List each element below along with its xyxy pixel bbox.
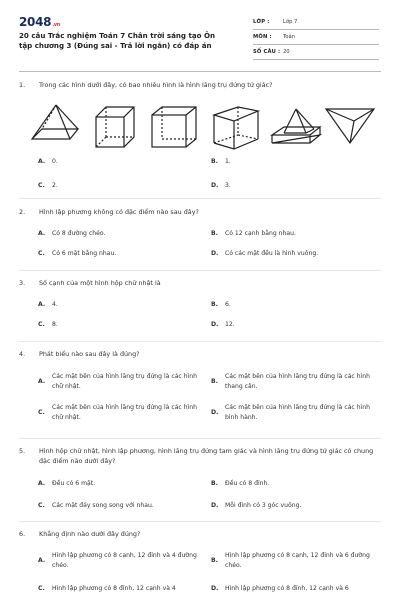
- header: [0, 0, 400, 66]
- option-a[interactable]: [38, 229, 204, 239]
- option-a[interactable]: [38, 551, 204, 570]
- question-number: 2.: [19, 208, 26, 216]
- question-number: 6.: [19, 530, 26, 538]
- question-text: Trong các hình dưới đây, có bao nhiêu hình là hình lăng trụ đứng tứ giác?: [39, 81, 273, 89]
- option-letter: B.: [211, 230, 218, 237]
- separator: [19, 198, 381, 199]
- question-3: [19, 278, 383, 328]
- option-text: Hình lập phương có 8 cạnh, 12 đỉnh và 6 đường chéo.: [225, 552, 370, 569]
- option-letter: A.: [38, 556, 46, 564]
- option-d[interactable]: [211, 403, 377, 422]
- option-text: Các mặt bên của hình lăng trụ đứng là các hình chữ nhật.: [52, 373, 197, 390]
- meta-label: LỚP :: [253, 19, 270, 25]
- option-letter: D.: [211, 502, 219, 509]
- meta-row-subject: [253, 30, 379, 45]
- triangular-pyramid-figure: [324, 103, 376, 151]
- meta-value: Toán: [283, 34, 295, 40]
- question-number: 3.: [19, 279, 26, 287]
- option-letter: A.: [38, 230, 46, 237]
- option-text: Có 8 đường chéo.: [52, 230, 106, 237]
- question-4: [19, 349, 383, 421]
- option-letter: A.: [38, 158, 46, 165]
- option-text: 4.: [52, 301, 58, 308]
- option-d[interactable]: [211, 584, 377, 594]
- separator: [19, 270, 381, 271]
- option-b[interactable]: [211, 372, 377, 391]
- option-text: 2.: [52, 182, 58, 189]
- separator: [19, 438, 381, 439]
- option-a[interactable]: [38, 479, 204, 489]
- option-text: Các mặt bên của hình lăng trụ đứng là các hình bình hành.: [225, 404, 370, 421]
- option-b[interactable]: [211, 300, 377, 310]
- question-text: Khẳng định nào dưới đây đúng?: [39, 530, 141, 538]
- option-text: 8.: [52, 321, 58, 328]
- separator: [19, 521, 381, 522]
- option-c[interactable]: [38, 501, 204, 511]
- option-c[interactable]: [38, 249, 204, 259]
- meta-value: Lớp 7: [283, 19, 298, 25]
- question-number: 1.: [19, 81, 26, 89]
- question-text: Hình lập phương không có đặc điểm nào sau đây?: [39, 208, 199, 216]
- option-text: Có các mặt đều là hình vuông.: [225, 250, 319, 257]
- option-letter: C.: [38, 585, 45, 592]
- meta-label: MÔN :: [253, 34, 272, 40]
- option-text: 6.: [225, 301, 231, 308]
- option-c[interactable]: [38, 584, 204, 594]
- figure-shapes: [26, 103, 376, 153]
- option-text: Mỗi đỉnh có 3 góc vuông.: [225, 502, 302, 509]
- option-letter: A.: [38, 301, 46, 308]
- option-letter: A.: [38, 377, 46, 385]
- option-b[interactable]: [211, 551, 377, 570]
- option-text: Hình lập phương có 8 cạnh, 12 đỉnh và 4 đường chéo.: [52, 552, 197, 569]
- option-text: 1.: [225, 158, 231, 165]
- option-b[interactable]: [211, 157, 377, 167]
- question-2: [19, 207, 383, 257]
- site-logo[interactable]: [19, 15, 60, 29]
- option-letter: D.: [211, 408, 219, 416]
- question-number: 4.: [19, 350, 26, 358]
- meta-row-count: [253, 45, 379, 60]
- question-number: 5.: [19, 447, 26, 455]
- question-text: Số cạnh của một hình hộp chữ nhật là: [39, 279, 161, 287]
- option-a[interactable]: [38, 157, 204, 167]
- option-a[interactable]: [38, 372, 204, 391]
- option-b[interactable]: [211, 479, 377, 489]
- question-6: [19, 529, 383, 592]
- option-letter: C.: [38, 321, 45, 328]
- option-text: 3.: [225, 182, 231, 189]
- question-text: Hình hộp chữ nhật, hình lập phương, hình lăng trụ đứng tam giác và hình lăng trụ đứng tứ giác có chung đặc điểm nào dưới đây?: [39, 447, 374, 465]
- question-5: [19, 446, 383, 509]
- pyramid-figure: [28, 103, 80, 151]
- box-figure: [148, 103, 200, 151]
- option-letter: A.: [38, 480, 46, 487]
- option-letter: B.: [211, 158, 218, 165]
- option-letter: D.: [211, 585, 219, 592]
- option-letter: B.: [211, 556, 218, 564]
- option-text: Các mặt bên của hình lăng trụ đứng là các hình thang cân.: [225, 373, 370, 390]
- option-text: Đều có 8 đỉnh.: [225, 480, 270, 487]
- option-d[interactable]: [211, 501, 377, 511]
- meta-label: SỐ CÂU :: [253, 49, 281, 55]
- meta-row-grade: [253, 15, 379, 30]
- meta-value: 20: [283, 49, 290, 55]
- option-d[interactable]: [211, 181, 377, 191]
- option-c[interactable]: [38, 320, 204, 330]
- option-text: Các mặt bên của hình lăng trụ đứng là các hình chữ nhật.: [52, 404, 197, 421]
- option-a[interactable]: [38, 300, 204, 310]
- option-d[interactable]: [211, 249, 377, 259]
- prism-figure: [210, 103, 262, 151]
- option-letter: D.: [211, 321, 219, 328]
- option-letter: C.: [38, 182, 45, 189]
- option-text: Có 6 mặt bằng nhau.: [52, 250, 117, 257]
- option-text: Đều có 6 mặt.: [52, 480, 96, 487]
- option-letter: B.: [211, 480, 218, 487]
- meta-box: [253, 15, 379, 60]
- page-title: 20 câu Trắc nghiệm Toán 7 Chân trời sáng tạo Ôn tập chương 3 (Đúng sai - Trả lời ngắn) có đáp án: [19, 31, 216, 50]
- option-letter: C.: [38, 408, 45, 416]
- option-c[interactable]: [38, 181, 204, 191]
- option-text: Hình lập phương có 8 đỉnh, 12 cạnh và 6: [225, 585, 349, 592]
- cube-figure: [88, 103, 140, 151]
- option-letter: B.: [211, 301, 218, 308]
- option-text: 12.: [225, 321, 235, 328]
- logo-text: 2048: [19, 15, 52, 29]
- option-c[interactable]: [38, 403, 204, 422]
- option-text: 0.: [52, 158, 58, 165]
- question-1: [19, 80, 383, 90]
- logo-domain: .vn: [52, 22, 61, 28]
- option-text: Các mặt đáy song song với nhau.: [52, 502, 154, 509]
- question-text: Phát biểu nào sau đây là đúng?: [39, 350, 140, 358]
- option-letter: D.: [211, 182, 219, 189]
- option-text: Có 12 cạnh bằng nhau.: [225, 230, 296, 237]
- option-letter: D.: [211, 250, 219, 257]
- separator: [19, 341, 381, 342]
- option-letter: C.: [38, 502, 45, 509]
- option-d[interactable]: [211, 320, 377, 330]
- option-text: Hình lập phương có 8 đỉnh, 12 cạnh và 4: [52, 585, 176, 592]
- pyramid-on-prism-figure: [270, 103, 322, 151]
- option-letter: B.: [211, 377, 218, 385]
- option-letter: C.: [38, 250, 45, 257]
- header-divider: [19, 71, 381, 72]
- option-b[interactable]: [211, 229, 377, 239]
